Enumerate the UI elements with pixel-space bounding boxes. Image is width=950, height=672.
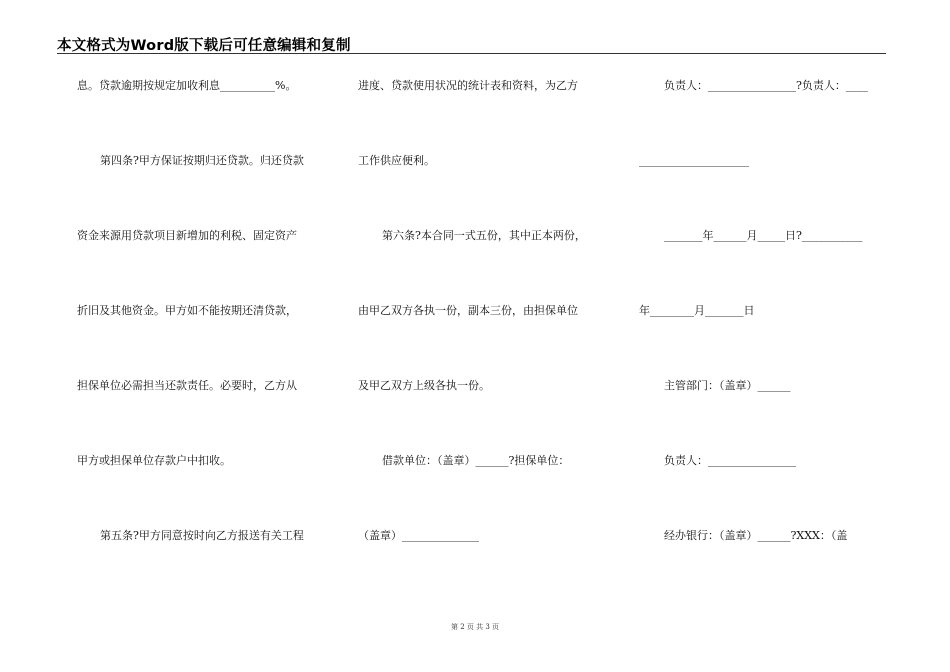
text-line: 第六条?本合同一式五份，其中正本两份， bbox=[382, 229, 586, 242]
document-header-title: 本文格式为Word版下载后可任意编辑和复制 bbox=[57, 38, 351, 54]
text-line: 年________月_______日 bbox=[639, 304, 755, 317]
text-line: 借款单位：（盖章）______?担保单位： bbox=[382, 454, 570, 467]
text-line: 进度、贷款使用状况的统计表和资料，为乙方 bbox=[358, 79, 578, 92]
text-line: 担保单位必需担当还款责任。必要时，乙方从 bbox=[77, 379, 297, 392]
header-divider bbox=[57, 53, 886, 54]
text-line: （盖章）______________ bbox=[358, 529, 479, 542]
text-line: 工作供应便利。 bbox=[358, 154, 435, 167]
text-line: 第五条?甲方同意按时向乙方报送有关工程 bbox=[100, 529, 304, 542]
text-line: 息。贷款逾期按规定加收利息__________%。 bbox=[77, 79, 297, 92]
text-line: 负责人：________________?负责人：____ bbox=[664, 79, 868, 92]
text-line: 负责人：________________ bbox=[664, 454, 796, 467]
text-line: 折旧及其他资金。甲方如不能按期还清贷款， bbox=[77, 304, 297, 317]
page-number-footer: 第 2 页 共 3 页 bbox=[450, 623, 500, 631]
text-line: 及甲乙双方上级各执一份。 bbox=[358, 379, 490, 392]
text-line: 资金来源用贷款项目新增加的利税、固定资产 bbox=[77, 229, 297, 242]
text-line: 主管部门：（盖章）______ bbox=[664, 379, 791, 392]
text-line: 经办银行：（盖章）______?XXX：（盖 bbox=[664, 529, 848, 542]
text-line: 甲方或担保单位存款户中扣收。 bbox=[77, 454, 231, 467]
text-line: 由甲乙双方各执一份，副本三份，由担保单位 bbox=[358, 304, 578, 317]
text-line: ____________________ bbox=[639, 154, 749, 167]
text-line: _______年______月_____日?___________ bbox=[664, 229, 863, 242]
text-line: 第四条?甲方保证按期归还贷款。归还贷款 bbox=[100, 154, 304, 167]
